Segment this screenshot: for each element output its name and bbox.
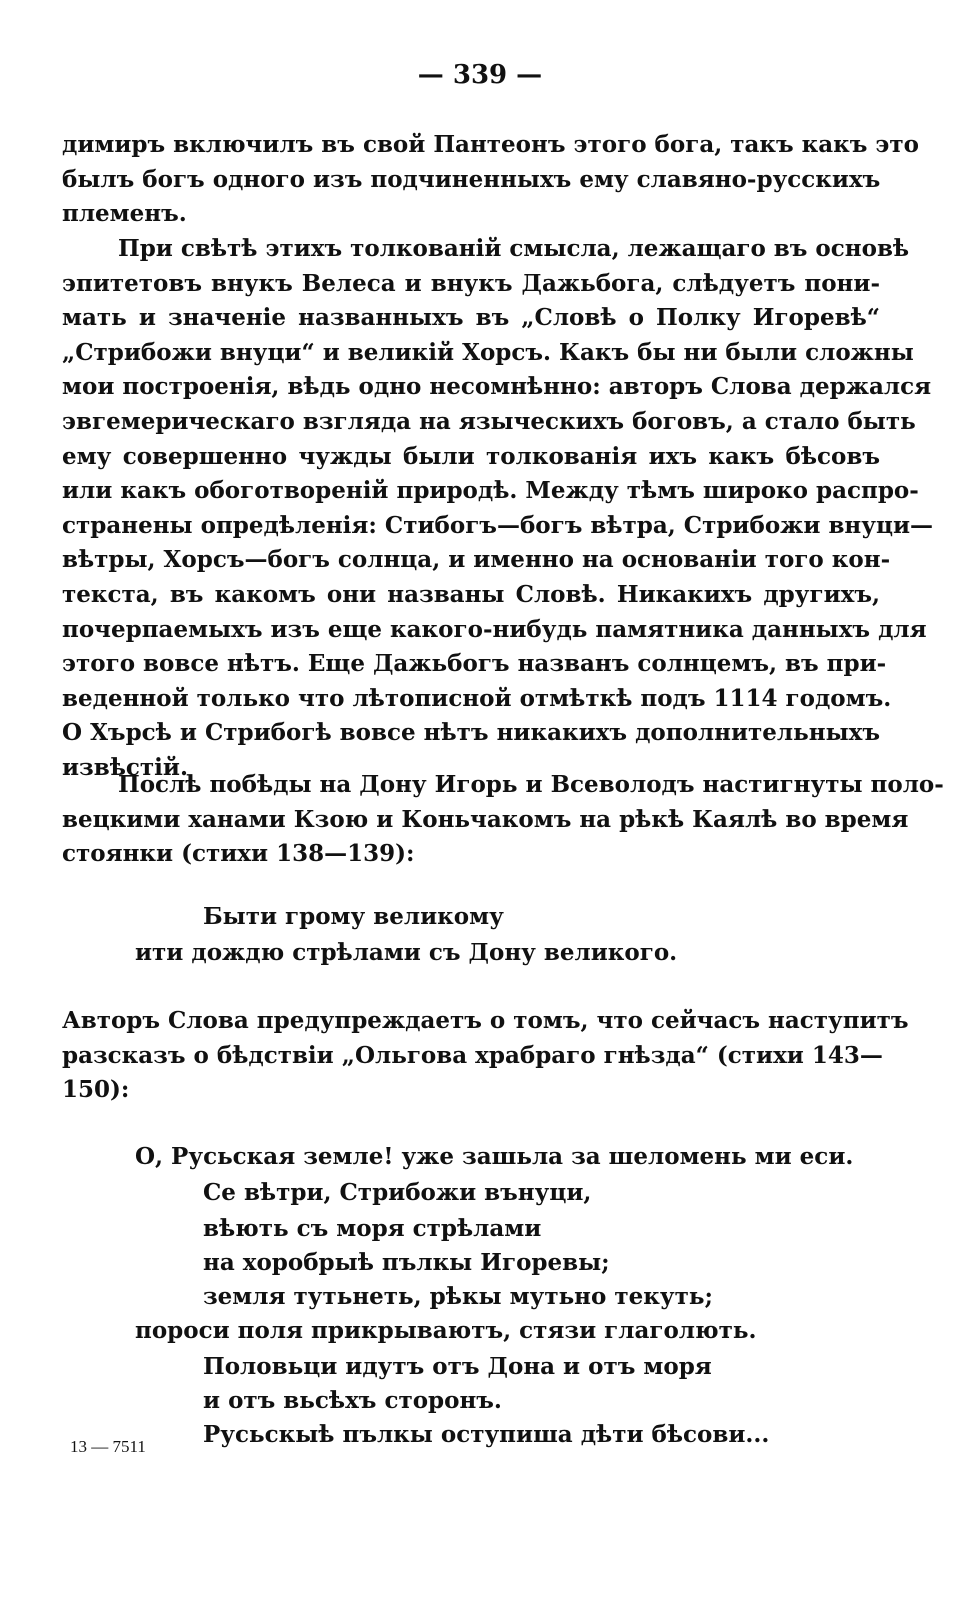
paragraph-battle [62, 768, 944, 872]
text-line: Авторъ Слова предупреждаетъ о томъ, что сейчасъ наступитъ [62, 1007, 909, 1034]
text-line: 150): [62, 1076, 130, 1104]
text-line: текста, въ какомъ они названы Словѣ. Никакихъ другихъ, [62, 580, 880, 608]
text-line: димиръ включилъ въ свой Пантеонъ этого бога, такъ какъ это [62, 131, 920, 158]
text-line: вецкими ханами Кзою и Коньчакомъ на рѣкѣ Каялѣ во время [62, 805, 909, 833]
text-line: мои построенія, вѣдь одно несомнѣнно: авторъ Слова держался [62, 373, 932, 401]
verse-line: на хоробрыѣ пълкы Игоревы; [203, 1249, 610, 1276]
text-line: стоянки (стихи 138—139): [62, 840, 415, 868]
paragraph-author [62, 1004, 909, 1108]
text-line: эвгемерическаго взгляда на языческихъ боговъ, а стало быть [62, 407, 916, 435]
text-line: племенъ. [62, 200, 187, 228]
text-line: При свѣтѣ этихъ толкованій смысла, лежащаго въ основѣ [118, 235, 910, 262]
verse-line: пороси поля прикрываютъ, стязи глаголють. [135, 1317, 757, 1344]
paragraph-continuation [62, 128, 920, 232]
verse-line: и отъ вьсѣхъ сторонъ. [203, 1387, 502, 1414]
text-line: этого вовсе нѣтъ. Еще Дажьбогъ названъ солнцемъ, въ при- [62, 650, 887, 678]
verse-line: ити дождю стрѣлами съ Дону великого. [135, 939, 678, 966]
text-line: О Хърсѣ и Стрибогѣ вовсе нѣтъ никакихъ дополнительныхъ [62, 719, 880, 747]
text-line: разсказъ о бѣдствіи „Ольгова храбраго гнѣзда“ (стихи 143— [62, 1041, 883, 1069]
verse-line: Се вѣтри, Стрибожи вънуци, [203, 1179, 592, 1206]
verse-line: вѣють съ моря стрѣлами [203, 1215, 542, 1242]
text-line: „Стрибожи внуци“ и великій Хорсъ. Какъ бы ни были сложны [62, 338, 914, 366]
text-line: извѣстій. [62, 753, 188, 781]
text-line: веденной только что лѣтописной отмѣткѣ подъ 1114 годомъ. [62, 684, 892, 712]
text-line: Послѣ побѣды на Дону Игорь и Всеволодъ настигнуты поло- [118, 771, 944, 798]
verse-line: Русьскыѣ пълкы оступиша дѣти бѣсови... [203, 1421, 770, 1448]
verse-line: О, Русьская земле! уже зашьла за шеломень ми еси. [135, 1143, 854, 1170]
text-line: странены опредѣленія: Стибогъ—богъ вѣтра, Стрибожи внуци— [62, 511, 934, 539]
paragraph-interpretation [62, 232, 934, 786]
printer-signature: 13 — 7511 [70, 1437, 146, 1456]
text-line: почерпаемыхъ изъ еще какого-нибудь памятника данныхъ для [62, 615, 927, 643]
text-line: былъ богъ одного изъ подчиненныхъ ему славяно-русскихъ [62, 165, 881, 193]
text-line: эпитетовъ внукъ Велеса и внукъ Дажьбога, слѣдуетъ пони- [62, 269, 880, 297]
text-line: мать и значеніе названныхъ въ „Словѣ о Полку Игоревѣ“ [62, 304, 880, 332]
verse-line: земля тутьнеть, рѣкы мутьно текуть; [203, 1283, 713, 1310]
page-number: — 339 — [417, 60, 543, 90]
verse-line: Половьци идутъ отъ Дона и отъ моря [203, 1353, 712, 1380]
verse-line: Быти грому великому [203, 903, 504, 930]
text-line: вѣтры, Хорсъ—богъ солнца, и именно на основаніи того кон- [62, 546, 891, 574]
text-line: ему совершенно чужды были толкованія ихъ какъ бѣсовъ [62, 442, 880, 470]
text-line: или какъ обоготвореній природѣ. Между тѣмъ широко распро- [62, 477, 919, 505]
